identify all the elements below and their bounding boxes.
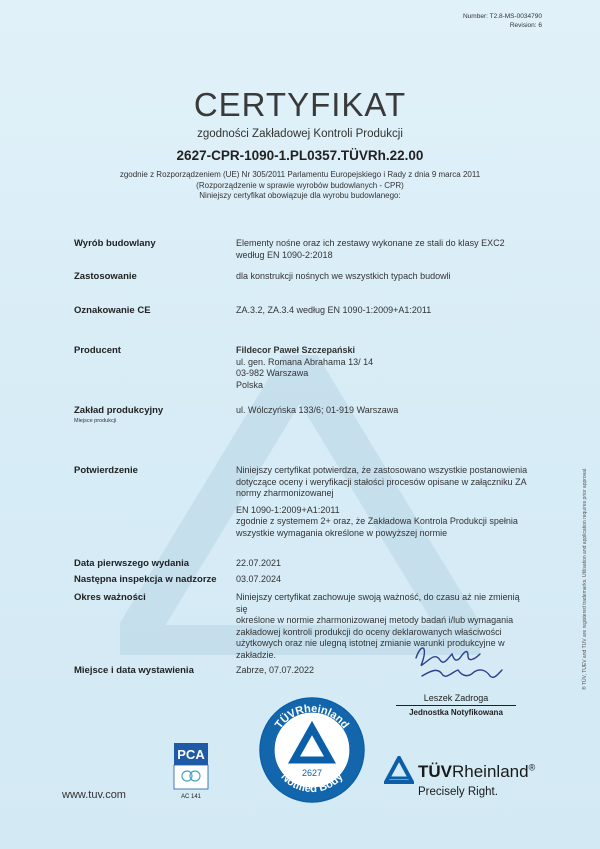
certificate-title: CERTYFIKAT (193, 86, 407, 123)
document-meta (463, 12, 542, 30)
confirmation-line: wszystkie wymagania określone w powyższej normie (236, 527, 448, 538)
confirmation-line: zgodnie z systemem 2+ oraz, że Zakładowa Kontrola Produkcji spełnia (236, 516, 518, 527)
ce-label: Oznakowanie CE (74, 305, 151, 316)
pca-code: AC 141 (180, 794, 202, 800)
product-line: Elementy nośne oraz ich zestawy wykonane ze stali do klasy EXC2 (236, 238, 505, 248)
place-date-label: Miejsce i data wystawienia (74, 665, 194, 676)
plant-value: ul. Wólczyńska 133/6; 01-919 Warszawa (236, 405, 399, 415)
producer-country: Polska (236, 379, 264, 390)
confirmation-line: Niniejszy certyfikat potwierdza, że zastosowano wszystkie postanowienia (236, 465, 528, 475)
next-inspection-label: Następna inspekcja w nadzorze (74, 574, 217, 585)
regulation-text (0, 170, 600, 202)
tuv-registered: ® (528, 762, 536, 773)
first-issue-value: 22.07.2021 (236, 558, 282, 568)
producer-name: Fildecor Paweł Szczepański (236, 345, 356, 355)
validity-line: Niniejszy certyfikat zachowuje swoją ważność, do czasu aż nie zmienią się (236, 592, 520, 614)
product-line: według EN 1090-2:2018 (236, 249, 333, 260)
certificate-subtitle: zgodności Zakładowej Kontroli Produkcji (197, 128, 403, 140)
document-number: Number: T2.8-MS-0034790 (462, 13, 542, 20)
first-issue-label: Data pierwszego wydania (74, 558, 190, 569)
validity-line: zakładowej kontroli produkcji do oceny deklarowanych właściwości (236, 626, 502, 637)
document-revision: Revision: 6 (509, 22, 542, 29)
regulation-line: zgodnie z Rozporządzeniem (UE) Nr 305/2011 Parlamentu Europejskiego i Rady z dnia 9 marca 2011 (119, 170, 481, 179)
plant-label: Zakład produkcyjny (74, 405, 164, 416)
producer-label: Producent (74, 345, 121, 356)
signer-name: Leszek Zadroga (423, 693, 489, 703)
website-url: www.tuv.com (62, 789, 126, 801)
signature-line (396, 705, 516, 706)
tuv-slogan: Precisely Right. (418, 786, 498, 798)
trademark-note: ® TÜV, TUEV and TUV are registered trademarks. Utilisation and application requires prior approval. (582, 467, 588, 690)
notified-body-seal (258, 696, 366, 804)
pca-accreditation-logo (173, 742, 209, 800)
signer-role: Jednostka Notyfikowana (409, 708, 503, 717)
tuv-wordmark (418, 762, 535, 782)
confirmation-line: normy zharmonizowanej (236, 488, 334, 499)
handwritten-signature (402, 640, 512, 690)
tuv-brand-a: TÜV (418, 762, 452, 781)
confirmation-standard: EN 1090-1:2009+A1:2011 (236, 504, 340, 515)
seal-number: 2627 (301, 768, 323, 778)
validity-line: zakładzie. (236, 649, 277, 660)
next-inspection-value: 03.07.2024 (236, 574, 282, 584)
confirmation-value (236, 465, 532, 540)
product-label: Wyrób budowlany (74, 238, 156, 249)
tuv-triangle-logo (384, 756, 414, 784)
plant-sublabel: Miejsce produkcji (74, 418, 117, 424)
tuv-brand-b: Rheinland (452, 762, 529, 781)
certificate-number: 2627-CPR-1090-1.PL0357.TÜVRh.22.00 (176, 148, 424, 163)
pca-name: PCA (177, 747, 205, 762)
seal-top-text: TÜVRheinland (272, 702, 352, 731)
place-date-value: Zabrze, 07.07.2022 (236, 665, 315, 675)
validity-line: użytkowych oraz nie ulegną istotnej zmianie warunki produkcyjne w (236, 638, 505, 649)
validity-line: określone w normie zharmonizowanej metody badań i/lub wymagania (236, 615, 514, 626)
confirmation-line: dotyczące oceny i weryfikacji stałości procesów opisane w załączniku ZA (236, 476, 527, 487)
producer-city: 03-982 Warszawa (236, 368, 309, 379)
producer-street: ul. gen. Romana Abrahama 13/ 14 (236, 356, 374, 367)
application-label: Zastosowanie (74, 271, 137, 282)
producer-value (236, 345, 532, 391)
validity-label: Okres ważności (74, 592, 146, 603)
application-value: dla konstrukcji nośnych we wszystkich typach budowli (236, 271, 451, 281)
regulation-line: Niniejszy certyfikat obowiązuje dla wyrobu budowlanego: (199, 191, 401, 200)
ce-value: ZA.3.2, ZA.3.4 według EN 1090-1:2009+A1:2011 (236, 305, 432, 315)
confirmation-label: Potwierdzenie (74, 465, 138, 476)
regulation-line: (Rozporządzenie w sprawie wyrobów budowlanych - CPR) (196, 180, 404, 190)
product-value (236, 238, 532, 261)
seal-bottom-text: Notified Body (278, 770, 346, 796)
